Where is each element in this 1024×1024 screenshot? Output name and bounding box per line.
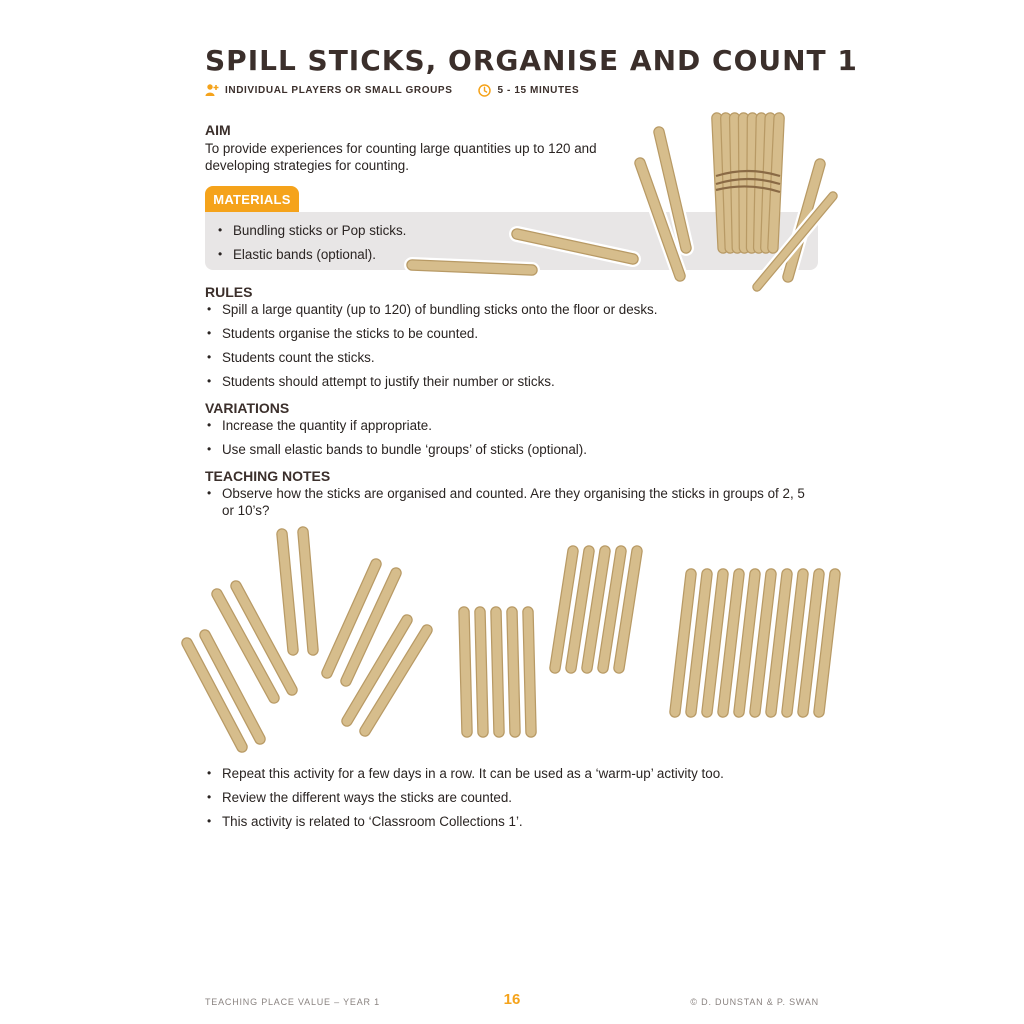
- stick: [480, 612, 483, 732]
- users-plus-icon: [205, 83, 219, 97]
- page-number: 16: [503, 991, 521, 1008]
- clock-icon: [478, 84, 491, 97]
- list-item: • This activity is related to ‘Classroom Collections 1’.: [205, 813, 825, 830]
- time-label: 5 - 15 MINUTES: [497, 84, 580, 96]
- variations-heading: VARIATIONS: [205, 400, 290, 416]
- list-item: • Students should attempt to justify their number or sticks.: [205, 373, 825, 390]
- sticks-groups-illustration: [0, 0, 1, 1]
- list-item: • Students organise the sticks to be counted.: [205, 325, 825, 342]
- list-item: • Review the different ways the sticks are counted.: [205, 789, 825, 806]
- list-item: • Observe how the sticks are organised and counted. Are they organising the sticks in groups of 2, 5 or 10’s?: [205, 485, 820, 519]
- stick: [496, 612, 499, 732]
- teaching-notes-list-bottom: [205, 765, 825, 837]
- list-item: • Elastic bands (optional).: [216, 246, 406, 263]
- stick: [412, 265, 532, 270]
- aim-heading: AIM: [205, 122, 231, 138]
- list-item: • Students count the sticks.: [205, 349, 825, 366]
- list-item: • Repeat this activity for a few days in a row. It can be used as a ‘warm-up’ activity too.: [205, 765, 825, 782]
- stick: [512, 612, 515, 732]
- stick: [528, 612, 531, 732]
- list-item: • Spill a large quantity (up to 120) of bundling sticks onto the floor or desks.: [205, 301, 825, 318]
- list-item: • Increase the quantity if appropriate.: [205, 417, 825, 434]
- list-item: • Use small elastic bands to bundle ‘groups’ of sticks (optional).: [205, 441, 825, 458]
- footer-right: © D. DUNSTAN & P. SWAN: [690, 997, 819, 1007]
- activity-meta: [205, 82, 579, 98]
- rules-list: [205, 301, 825, 397]
- aim-text: To provide experiences for counting large quantities up to 120 and developing strategies for counting.: [205, 141, 597, 173]
- stick: [752, 118, 753, 248]
- teaching-notes-list-top: [205, 485, 820, 526]
- teaching-notes-heading: TEACHING NOTES: [205, 468, 331, 484]
- stick: [282, 534, 293, 650]
- variations-list: [205, 417, 825, 465]
- materials-heading: MATERIALS: [205, 186, 299, 212]
- stick: [464, 612, 467, 732]
- stick: [735, 118, 738, 248]
- rules-heading: RULES: [205, 284, 253, 300]
- footer-left: TEACHING PLACE VALUE – YEAR 1: [205, 997, 380, 1007]
- stick: [744, 118, 745, 248]
- players-label: INDIVIDUAL PLAYERS OR SMALL GROUPS: [225, 84, 453, 96]
- stick: [303, 532, 313, 650]
- page-title: SPILL STICKS, ORGANISE AND COUNT 1: [205, 44, 858, 77]
- list-item: • Bundling sticks or Pop sticks.: [216, 222, 406, 239]
- materials-list: [216, 222, 406, 270]
